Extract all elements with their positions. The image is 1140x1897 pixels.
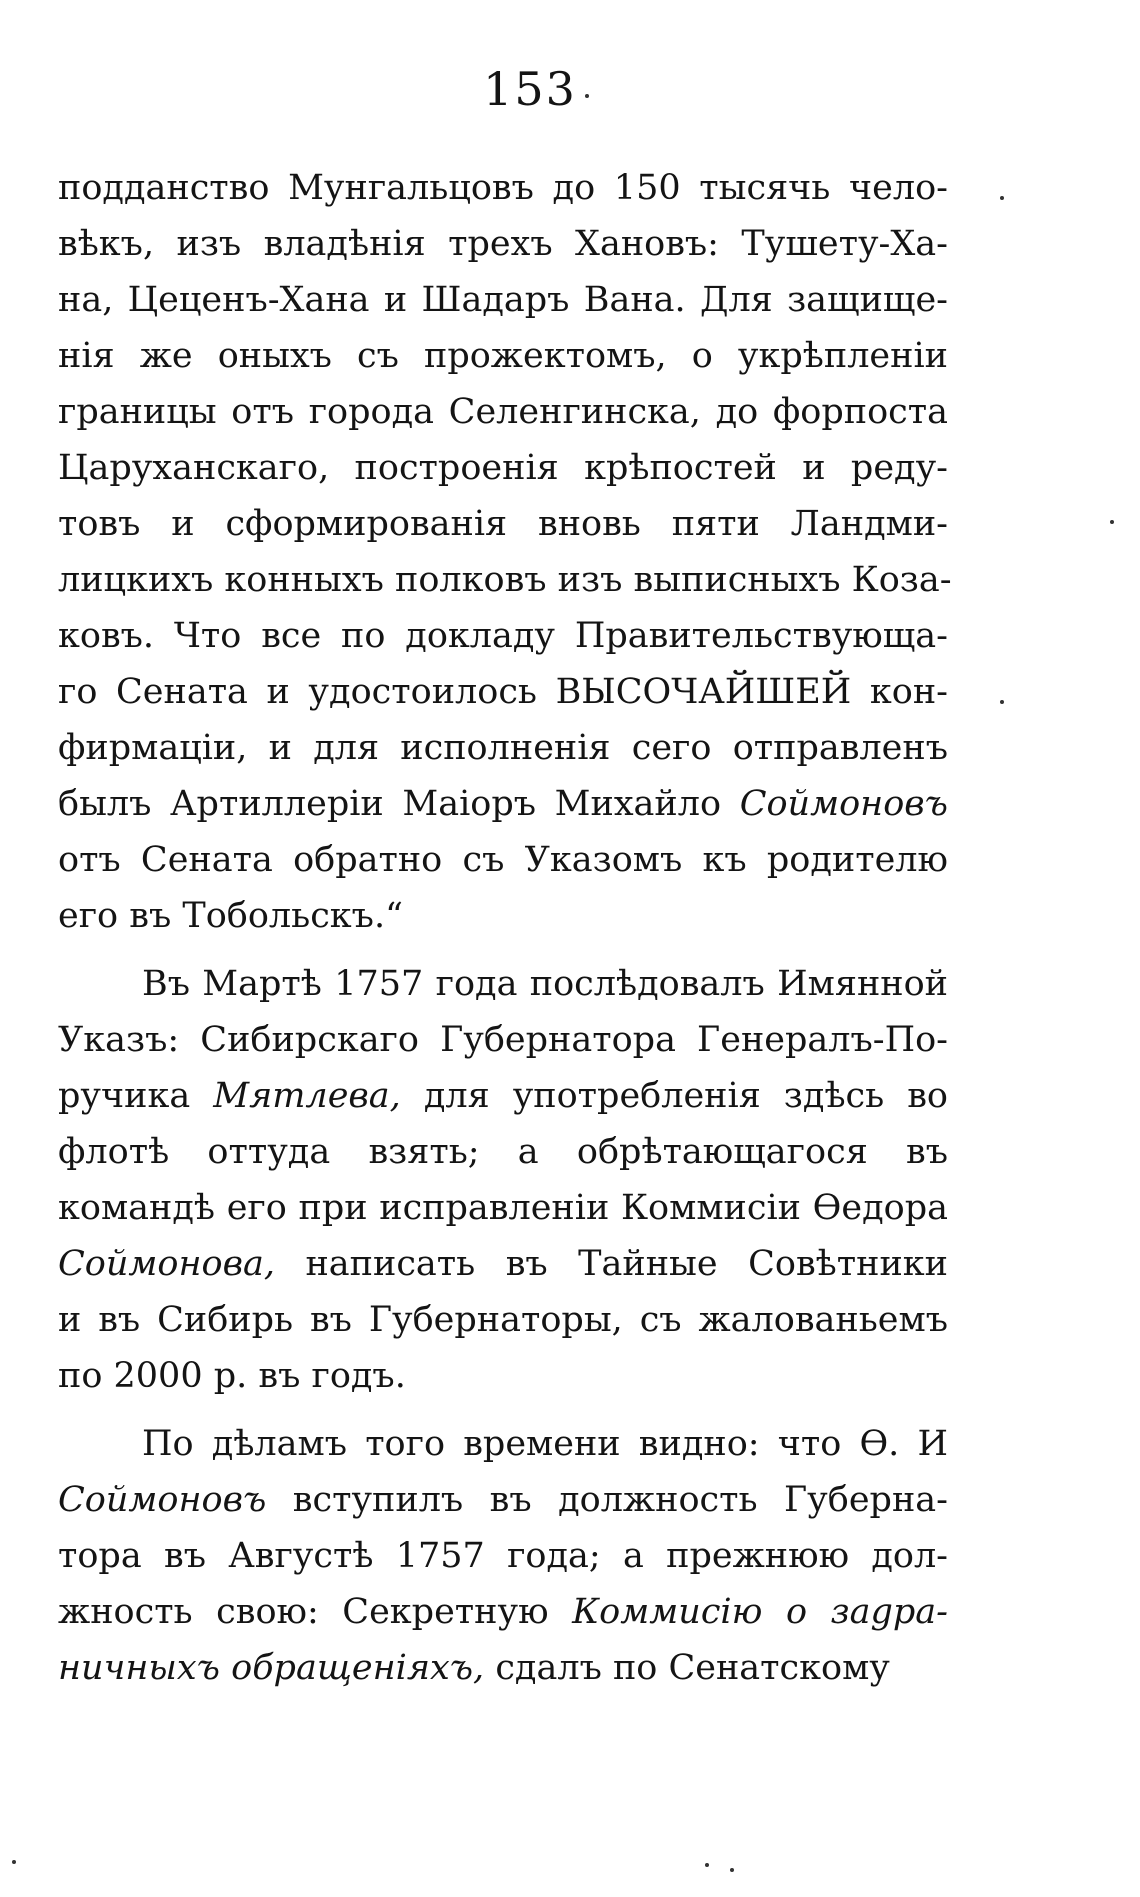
text-segment: го Сената и удостоилось ВЫСОЧАЙШЕЙ кон- [58, 672, 948, 712]
paragraph-gap [58, 944, 948, 956]
italic-name: Мятлева, [213, 1076, 401, 1116]
italic-name: Коммисію о зagра- [572, 1592, 948, 1632]
text-line [58, 776, 948, 832]
print-speck [705, 1863, 709, 1867]
text-line [58, 1180, 948, 1236]
paragraph-gap [58, 1404, 948, 1416]
text-segment: его въ Тобольскъ.“ [58, 896, 403, 936]
text-line [58, 1640, 948, 1696]
text-segment: сдалъ по Сенатскому [484, 1648, 890, 1688]
text-segment: былъ Артиллеріи Маіоръ Михайло [58, 784, 740, 824]
text-line [58, 832, 948, 888]
text-segment: нія же оныхъ съ прожектомъ, о укрѣпленіи [58, 336, 948, 376]
italic-name: Соймонова, [58, 1244, 275, 1284]
text-line [58, 160, 948, 216]
text-segment: подданство Мунгальцовъ до 150 тысячь чело- [58, 168, 948, 208]
italic-name: Соймоновъ [739, 784, 948, 824]
text-line [58, 552, 952, 608]
text-segment: отъ Сената обратно съ Указомъ къ родителю [58, 840, 948, 880]
text-segment: товъ и сформированія вновь пяти Ландми- [58, 504, 948, 544]
text-segment: ручика [58, 1076, 214, 1116]
text-line [58, 1348, 948, 1404]
text-line [58, 328, 948, 384]
text-line [58, 1124, 948, 1180]
text-segment: флотѣ оттуда взять; а обрѣтающагося въ [58, 1132, 948, 1172]
text-line [58, 1528, 948, 1584]
print-speck [1110, 520, 1114, 524]
text-line [58, 216, 948, 272]
text-line [58, 1416, 948, 1472]
print-speck [1000, 196, 1004, 200]
text-line [58, 496, 948, 552]
print-speck [585, 94, 589, 98]
text-segment: вступилъ въ должность Губерна- [266, 1480, 948, 1520]
text-segment: границы отъ города Селенгинска, до форпоста [58, 392, 948, 432]
text-segment: Царуханскаго, построенія крѣпостей и реду- [58, 448, 948, 488]
text-line [58, 384, 948, 440]
text-line [58, 1472, 948, 1528]
print-speck [1000, 700, 1004, 704]
text-segment: ковъ. Что все по докладу Правительствующа- [58, 616, 948, 656]
text-segment: тора въ Августѣ 1757 года; а прежнюю дол- [58, 1536, 948, 1576]
text-segment: написать въ Тайные Совѣтники [274, 1244, 948, 1284]
print-speck [730, 1868, 734, 1872]
text-line [58, 956, 948, 1012]
text-segment: По дѣламъ того времени видно: что Ѳ. И [142, 1424, 948, 1464]
text-line [58, 888, 948, 944]
text-segment: командѣ его при исправленіи Коммисіи Ѳедора [58, 1188, 948, 1228]
text-line [58, 440, 948, 496]
text-segment: жность свою: Секретную [58, 1592, 573, 1632]
italic-name: ничныхъ обращеніяхъ, [58, 1648, 485, 1688]
text-line [58, 608, 948, 664]
text-segment: и въ Сибирь въ Губернаторы, съ жалованьемъ [58, 1300, 948, 1340]
text-line [58, 720, 948, 776]
text-line [58, 1236, 948, 1292]
text-line [58, 272, 948, 328]
text-segment: Указъ: Сибирскаго Губернатора Генералъ-По- [58, 1020, 948, 1060]
text-line [58, 1292, 948, 1348]
text-segment: по 2000 р. въ годъ. [58, 1356, 406, 1396]
body-text [58, 160, 952, 1696]
page-number: 153 [483, 62, 577, 116]
text-segment: лицкихъ конныхъ полковъ изъ выписныхъ Коза- [58, 560, 952, 600]
text-segment: на, Цеценъ-Хана и Шадаръ Вана. Для защище- [58, 280, 948, 320]
text-line [58, 664, 948, 720]
print-speck [12, 1860, 16, 1864]
text-segment: вѣкъ, изъ владѣнія трехъ Хановъ: Тушету-Ха- [58, 224, 948, 264]
text-line [58, 1068, 948, 1124]
text-line [58, 1012, 948, 1068]
text-segment: Въ Мартѣ 1757 года послѣдовалъ Имянной [142, 964, 948, 1004]
italic-name: Соймоновъ [58, 1480, 267, 1520]
text-line [58, 1584, 948, 1640]
text-segment: фирмаціи, и для исполненія сего отправленъ [58, 728, 948, 768]
text-segment: для употребленія здѣсь во [400, 1076, 948, 1116]
